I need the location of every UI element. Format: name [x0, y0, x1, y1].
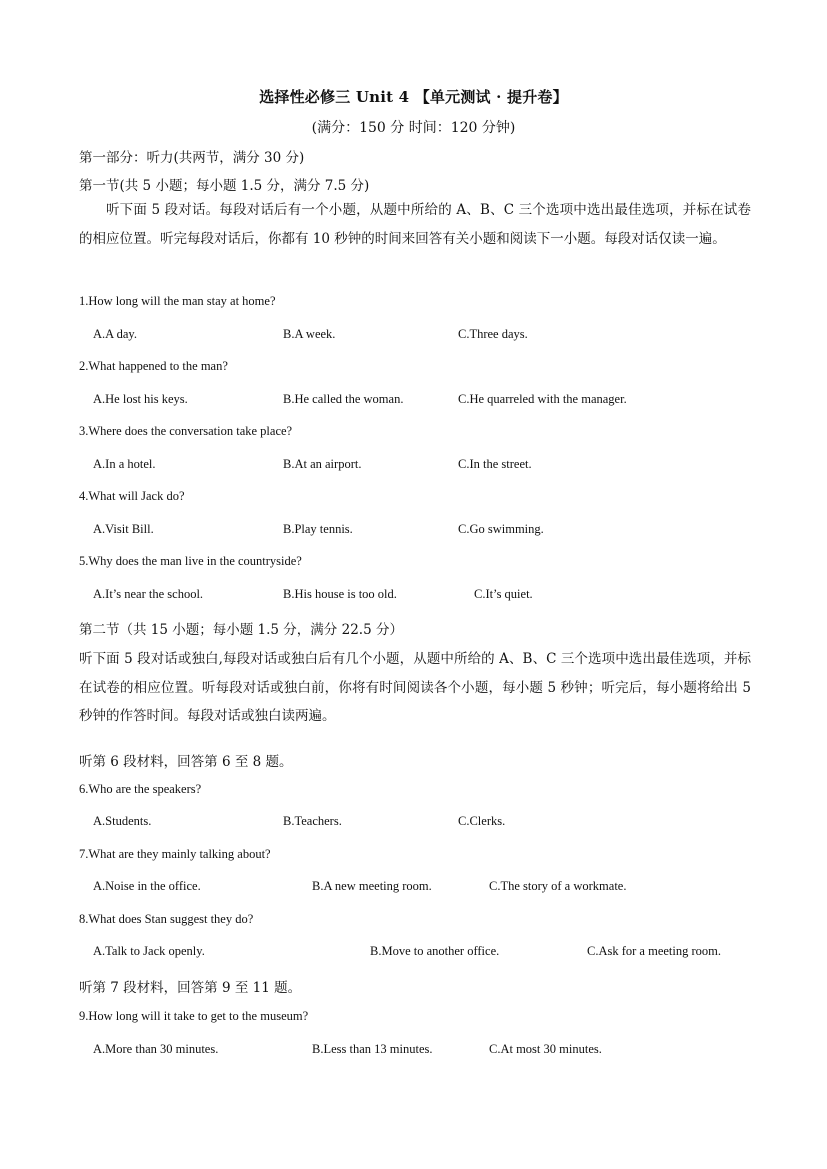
question-2: 2.What happened to the man?	[79, 359, 228, 373]
page-subtitle: (满分：150 分 时间：120 分钟)	[311, 120, 516, 136]
q4-option-a: A.Visit Bill.	[93, 522, 154, 536]
section2-instructions: 听下面 5 段对话或独白,每段对话或独白后有几个小题，从题中所给的 A、B、C 三个选项中选出最佳选项，并标在试卷的相应位置。听每段对话或独白前，你将有时间阅读各个小题，每小题 5 秒钟；听完后，每小题将给出 5 秒钟的作答时间。每段对话或独白读两遍。	[79, 651, 751, 724]
q3-option-b: B.At an airport.	[283, 457, 362, 471]
q8-option-a: A.Talk to Jack openly.	[93, 944, 205, 958]
q7-option-a: A.Noise in the office.	[93, 879, 201, 893]
q9-option-a: A.More than 30 minutes.	[93, 1042, 219, 1056]
question-3: 3.Where does the conversation take place?	[79, 424, 293, 438]
question-7: 7.What are they mainly talking about?	[79, 847, 271, 861]
q1-option-b: B.A week.	[283, 327, 336, 341]
q9-option-b: B.Less than 13 minutes.	[312, 1042, 433, 1056]
q2-option-c: C.He quarreled with the manager.	[458, 392, 627, 406]
q3-option-c: C.In the street.	[458, 457, 532, 471]
section1-heading: 第一节(共 5 小题；每小题 1.5 分，满分 7.5 分)	[79, 178, 370, 194]
question-5: 5.Why does the man live in the countryside?	[79, 554, 302, 568]
question-8: 8.What does Stan suggest they do?	[79, 912, 254, 926]
q8-option-c: C.Ask for a meeting room.	[587, 944, 722, 958]
q5-option-c: C.It’s quiet.	[474, 587, 533, 601]
q2-option-b: B.He called the woman.	[283, 392, 404, 406]
q4-option-c: C.Go swimming.	[458, 522, 544, 536]
q4-option-b: B.Play tennis.	[283, 522, 353, 536]
q7-option-c: C.The story of a workmate.	[489, 879, 627, 893]
q9-option-c: C.At most 30 minutes.	[489, 1042, 602, 1056]
q2-option-a: A.He lost his keys.	[93, 392, 188, 406]
q1-option-c: C.Three days.	[458, 327, 528, 341]
page-title: 选择性必修三 Unit 4 【单元测试 · 提升卷】	[259, 88, 568, 106]
q6-option-c: C.Clerks.	[458, 814, 506, 828]
q5-option-b: B.His house is too old.	[283, 587, 397, 601]
q5-option-a: A.It’s near the school.	[93, 587, 204, 601]
question-6: 6.Who are the speakers?	[79, 782, 202, 796]
q1-option-a: A.A day.	[93, 327, 137, 341]
section2-heading: 第二节（共 15 小题；每小题 1.5 分，满分 22.5 分）	[79, 622, 403, 638]
q7-option-b: B.A new meeting room.	[312, 879, 432, 893]
material-7-instruction: 听第 7 段材料，回答第 9 至 11 题。	[79, 980, 302, 996]
question-1: 1.How long will the man stay at home?	[79, 294, 276, 308]
question-4: 4.What will Jack do?	[79, 489, 185, 503]
q3-option-a: A.In a hotel.	[93, 457, 156, 471]
q8-option-b: B.Move to another office.	[370, 944, 500, 958]
part1-heading: 第一部分：听力(共两节，满分 30 分)	[79, 150, 305, 166]
question-9: 9.How long will it take to get to the museum?	[79, 1009, 309, 1023]
q6-option-a: A.Students.	[93, 814, 152, 828]
material-6-instruction: 听第 6 段材料，回答第 6 至 8 题。	[79, 754, 293, 770]
q6-option-b: B.Teachers.	[283, 814, 342, 828]
section1-instructions: 听下面 5 段对话。每段对话后有一个小题，从题中所给的 A、B、C 三个选项中选出最佳选项，并标在试卷的相应位置。听完每段对话后，你都有 10 秒钟的时间来回答有关小题和阅读下一小题。每段对话仅读一遍。	[79, 202, 751, 247]
